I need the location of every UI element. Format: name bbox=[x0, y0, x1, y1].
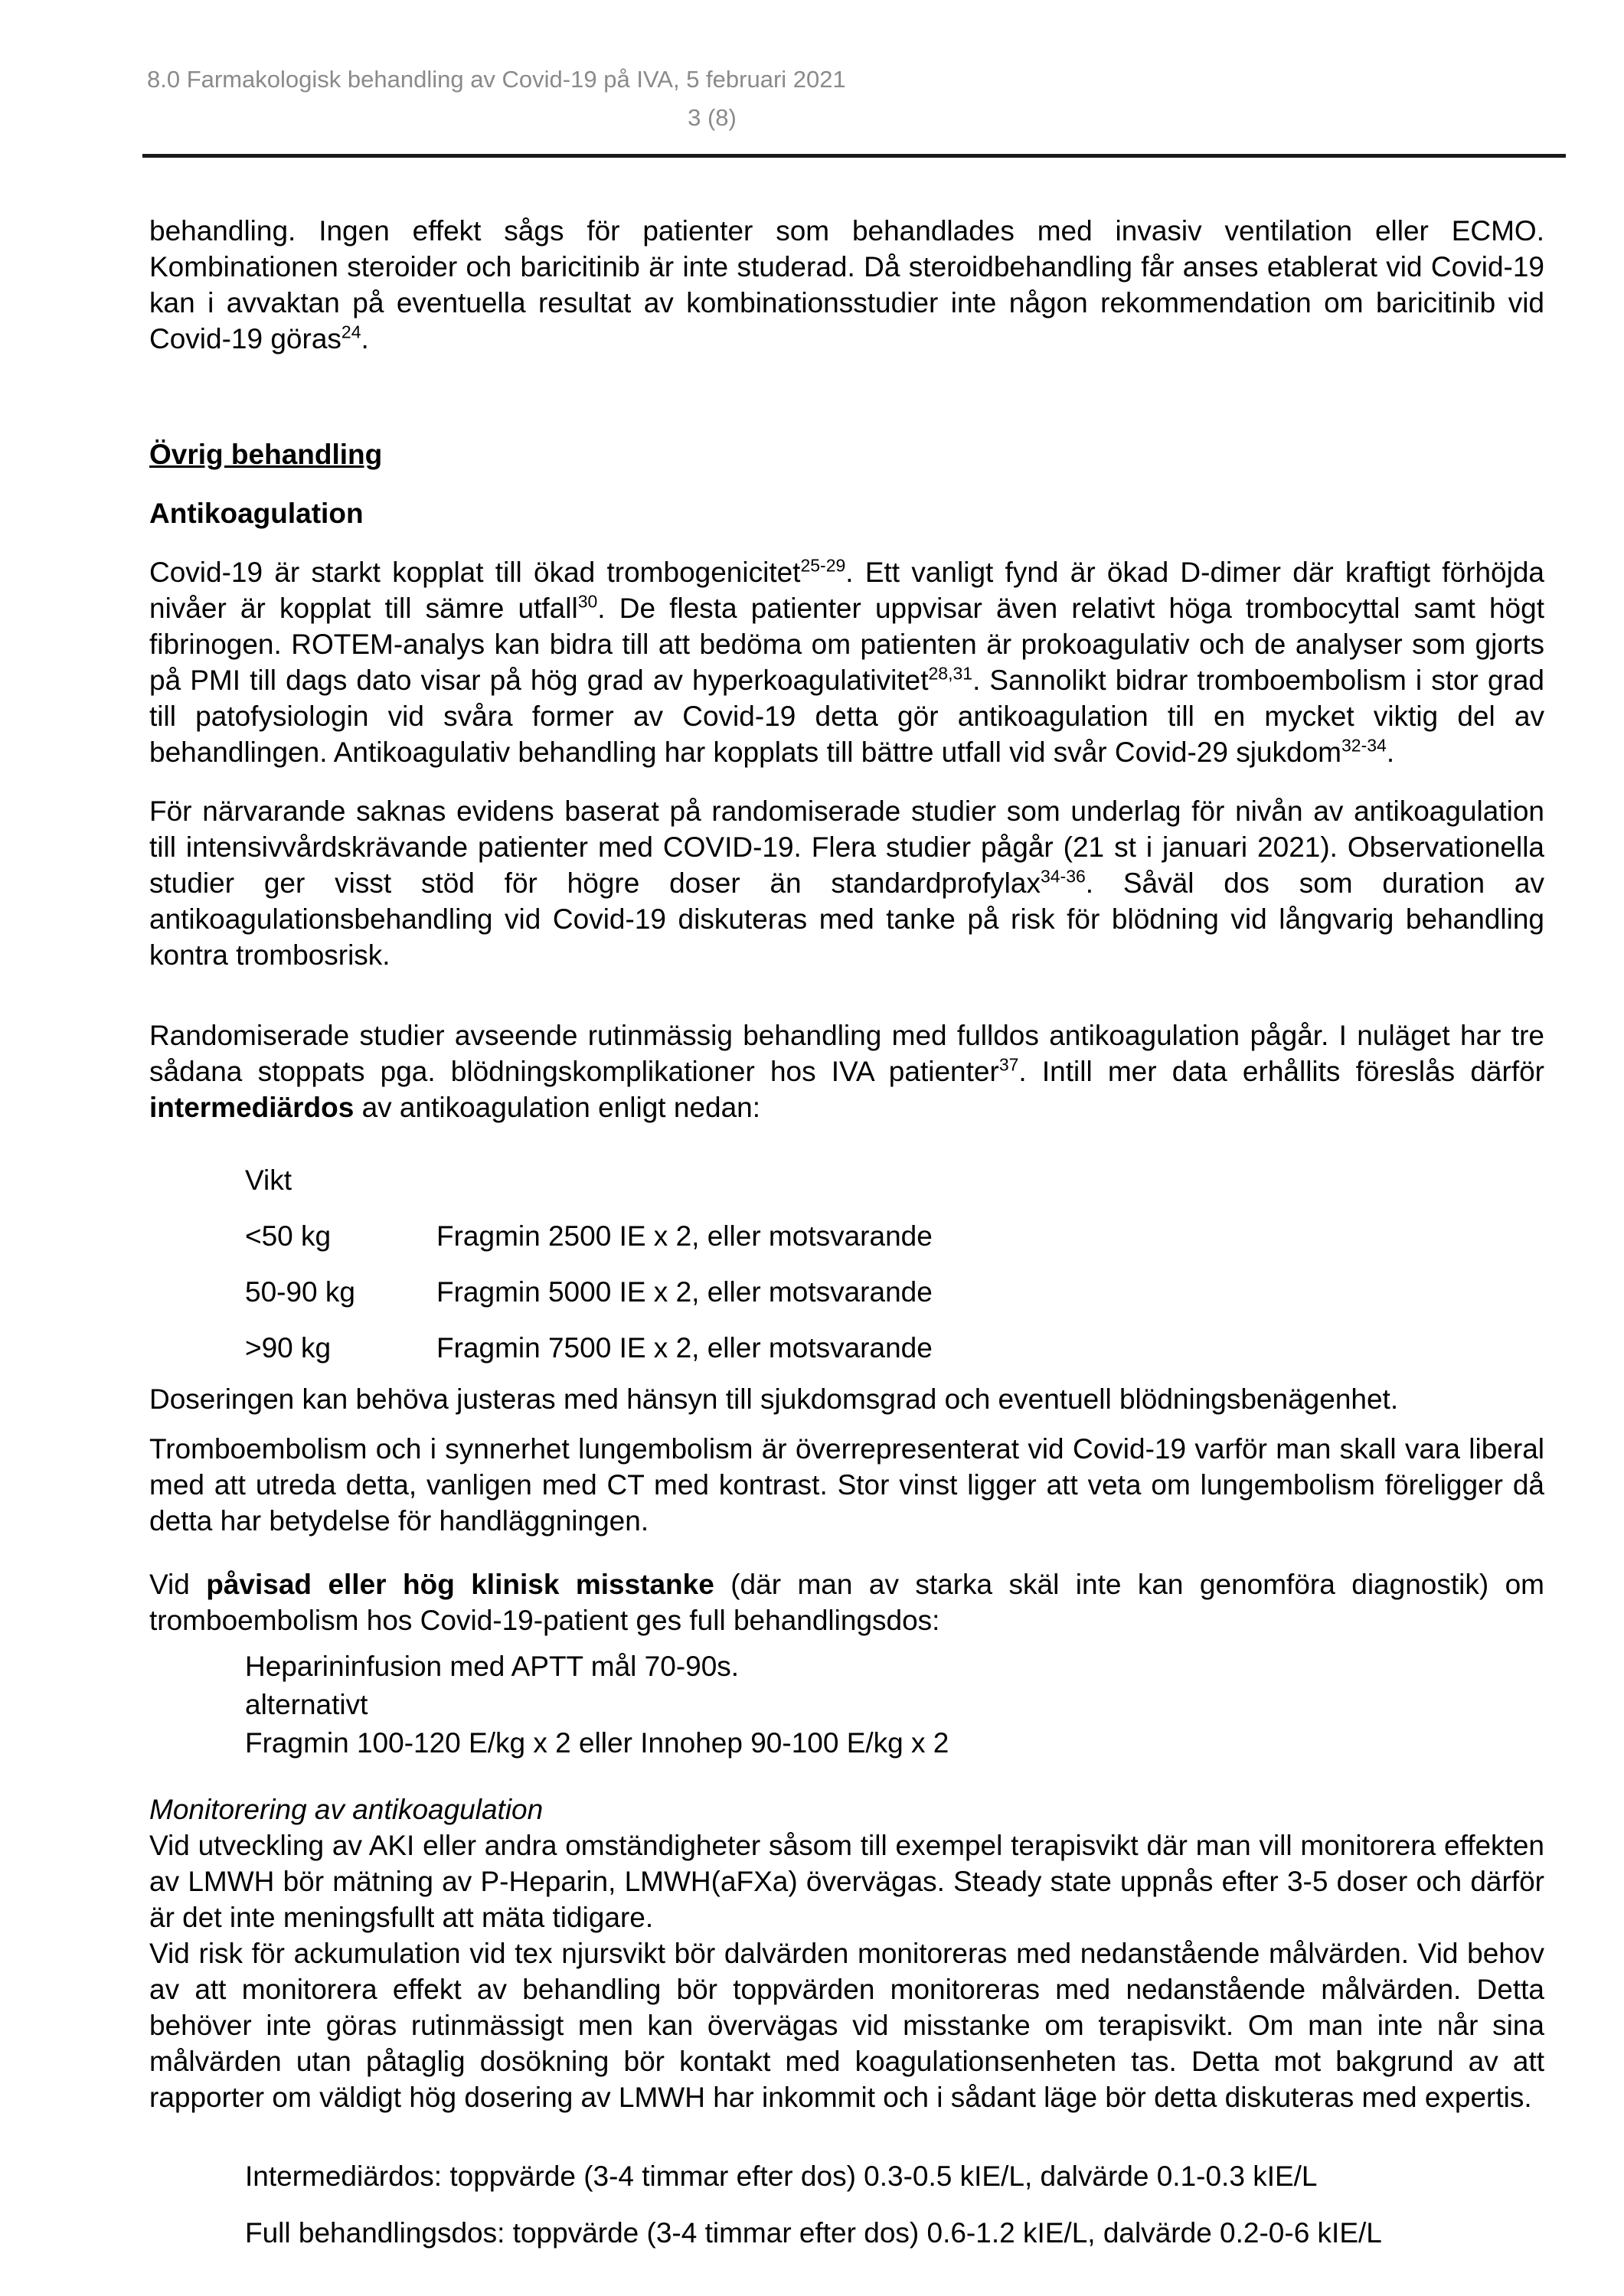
reference-superscript: 28,31 bbox=[928, 663, 973, 684]
text-run: Vid bbox=[149, 1569, 207, 1600]
dose-cell: Fragmin 5000 IE x 2, eller motsvarande bbox=[436, 1276, 933, 1308]
paragraph-randomiserade-studier bbox=[149, 1017, 1544, 1125]
reference-superscript: 37 bbox=[998, 1054, 1019, 1075]
header-page-number: 3 (8) bbox=[688, 104, 737, 131]
table-row bbox=[245, 1330, 1544, 1366]
dose-cell: Fragmin 2500 IE x 2, eller motsvarande bbox=[436, 1220, 933, 1252]
treatment-line: Fragmin 100-120 E/kg x 2 eller Innohep 90-100 E/kg x 2 bbox=[245, 1727, 949, 1759]
text-run: . bbox=[1386, 736, 1395, 768]
weight-cell: >90 kg bbox=[245, 1332, 332, 1364]
text-run: För närvarande saknas evidens baserat på randomiserade studier som underlag för nivån av antikoagulation till intensivvårdskrävande patienter med COVID-19. Flera studier pågår (21 st i januari 2021). Observationella studier ger visst stöd för högre doser än standardprofylax bbox=[149, 795, 1544, 899]
paragraph-trombogenicitet bbox=[149, 554, 1544, 770]
text-run: (där man av starka skäl inte kan genomföra diagnostik) om tromboembolism hos Covid-19-patient ges full behandlingsdos: bbox=[149, 1569, 1544, 1636]
text-run: . bbox=[361, 323, 369, 354]
section-heading-antikoagulation: Antikoagulation bbox=[149, 498, 364, 529]
paragraph-tromboembolism: Tromboembolism och i synnerhet lungembolism är överrepresenterat vid Covid-19 varför man skall vara liberal med att utreda detta, vanligen med CT med kontrast. Stor vinst ligger att veta om lungembolism föreligger då detta har betydelse för handläggningen. bbox=[149, 1433, 1544, 1537]
treatment-line: alternativt bbox=[245, 1689, 368, 1720]
header-divider bbox=[142, 154, 1566, 158]
text-run: Covid-19 är starkt kopplat till ökad trombogenicitet bbox=[149, 557, 801, 588]
paragraph-pavisad-misstanke bbox=[149, 1566, 1544, 1638]
monitoring-section bbox=[149, 1791, 1544, 2115]
text-run: . Sannolikt bidrar tromboembolism i stor grad till patofysiologin vid svåra former av Covid-19 detta gör antikoagulation till en mycket viktig del av behandlingen. Antikoagulativ behandling har kopplats till bättre utfall vid svår Covid-29 sjukdom bbox=[149, 665, 1544, 768]
paragraph-dosering: Doseringen kan behöva justeras med hänsyn till sjukdomsgrad och eventuell blödningsbenägenhet. bbox=[149, 1383, 1399, 1415]
target-value-intermediardos: Intermediärdos: toppvärde (3-4 timmar efter dos) 0.3-0.5 kIE/L, dalvärde 0.1-0.3 kIE/L bbox=[245, 2160, 1318, 2192]
text-run: . Såväl dos som duration av antikoagulationsbehandling vid Covid-19 diskuteras med tanke på risk för blödning vid långvarig behandling kontra trombosrisk. bbox=[149, 867, 1544, 971]
paragraph-baricitinib bbox=[149, 213, 1544, 357]
table-row bbox=[245, 1218, 1544, 1254]
text-run: . Intill mer data erhållits föreslås därför bbox=[1018, 1056, 1544, 1087]
paragraph-ackumulation: Vid risk för ackumulation vid tex njursvikt bör dalvärden monitoreras med nedanstående målvärden. Vid behov av att monitorera effekt av behandling bör toppvärden monitoreras med nedanstående målvärden. Detta behöver inte göras rutinmässigt men kan övervägas vid misstanke om terapisvikt. Om man inte når sina målvärden utan påtaglig dosökning bör kontakt med koagulationsenheten tas. Detta mot bakgrund av att rapporter om väldigt hög dosering av LMWH har inkommit och i sådant läge bör detta diskuteras med expertis. bbox=[149, 1938, 1544, 2113]
text-run: . Ett vanligt fynd är ökad D-dimer där kraftigt förhöjda nivåer är kopplat till sämre utfall bbox=[149, 557, 1544, 624]
paragraph-evidens bbox=[149, 793, 1544, 973]
subsection-heading-monitorering: Monitorering av antikoagulation bbox=[149, 1794, 544, 1825]
section-heading-ovrig-behandling: Övrig behandling bbox=[149, 439, 383, 470]
text-run: av antikoagulation enligt nedan: bbox=[354, 1092, 761, 1123]
text-run: . De flesta patienter uppvisar även relativt höga trombocyttal samt högt fibrinogen. ROTEM-analys kan bidra till att bedöma om patienten är prokoagulativ och de analyser som gjorts på PMI till dags dato visar på hög grad av hyperkoagulativitet bbox=[149, 593, 1544, 696]
weight-cell: 50-90 kg bbox=[245, 1276, 355, 1308]
dose-cell: Fragmin 7500 IE x 2, eller motsvarande bbox=[436, 1332, 933, 1364]
target-value-full-behandlingsdos: Full behandlingsdos: toppvärde (3-4 timmar efter dos) 0.6-1.2 kIE/L, dalvärde 0.2-0-6 kIE/L bbox=[245, 2217, 1382, 2249]
treatment-line: Heparininfusion med APTT mål 70-90s. bbox=[245, 1651, 740, 1682]
reference-superscript: 34-36 bbox=[1040, 866, 1086, 887]
bold-text-run: intermediärdos bbox=[149, 1092, 355, 1123]
reference-superscript: 25-29 bbox=[800, 555, 846, 576]
table-row bbox=[245, 1274, 1544, 1310]
treatment-options-block bbox=[245, 1648, 1544, 1762]
dose-table-header: Vikt bbox=[245, 1164, 292, 1196]
paragraph-aki-monitorering: Vid utveckling av AKI eller andra omständigheter såsom till exempel terapisvikt där man vill monitorera effekten av LMWH bör mätning av P-Heparin, LMWH(aFXa) övervägas. Steady state uppnås efter 3-5 doser och därför är det inte meningsfullt att mäta tidigare. bbox=[149, 1830, 1544, 1933]
weight-cell: <50 kg bbox=[245, 1220, 332, 1252]
header-title: 8.0 Farmakologisk behandling av Covid-19 på IVA, 5 februari 2021 bbox=[147, 66, 846, 93]
bold-text-run: påvisad eller hög klinisk misstanke bbox=[206, 1569, 714, 1600]
text-run: Randomiserade studier avseende rutinmässig behandling med fulldos antikoagulation pågår. I nuläget har tre sådana stoppats pga. blödningskomplikationer hos IVA patienter bbox=[149, 1020, 1544, 1087]
reference-superscript: 30 bbox=[577, 591, 598, 612]
document-body bbox=[149, 213, 1544, 2251]
reference-superscript: 32-34 bbox=[1341, 735, 1387, 756]
reference-superscript: 24 bbox=[341, 322, 361, 342]
text-run: behandling. Ingen effekt sågs för patienter som behandlades med invasiv ventilation eller ECMO. Kombinationen steroider och baricitinib är inte studerad. Då steroidbehandling får anses etablerat vid Covid-19 kan i avvaktan på eventuella resultat av kombinationsstudier inte någon rekommendation om baricitinib vid Covid-19 göras bbox=[149, 215, 1544, 354]
